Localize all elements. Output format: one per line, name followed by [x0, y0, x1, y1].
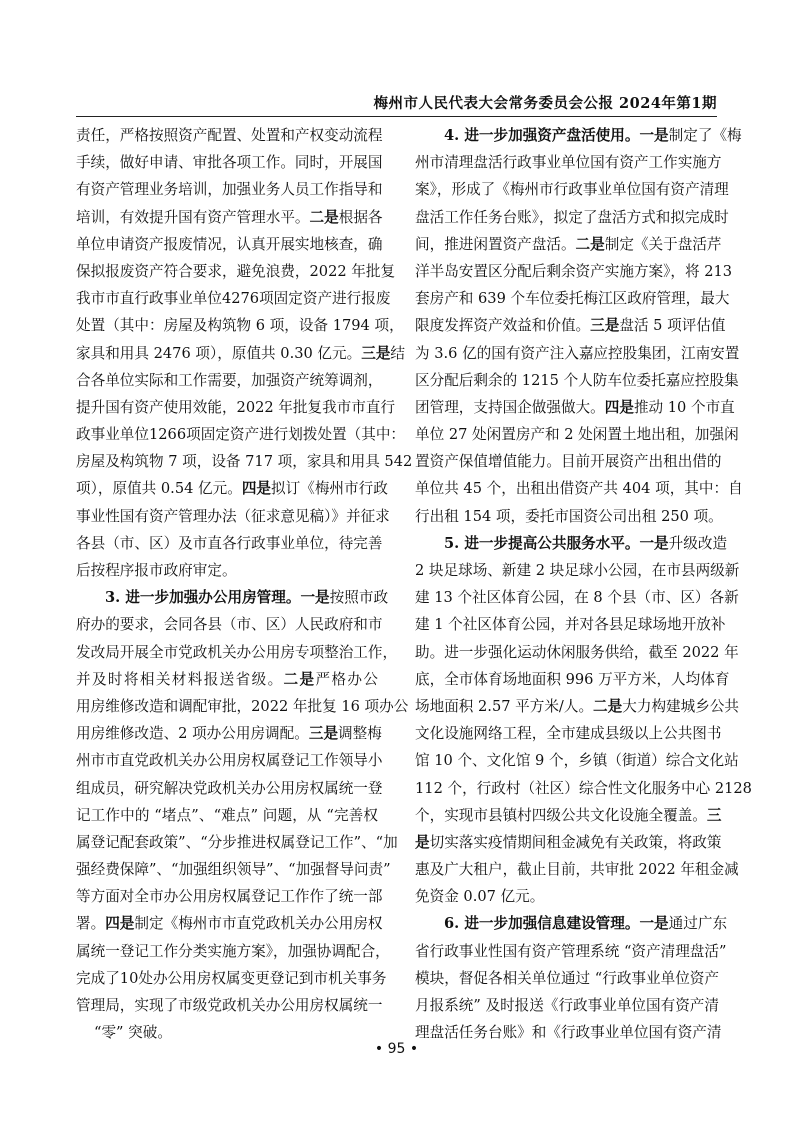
text-line: 府办的要求，会同各县（市、区）人民政府和市 — [76, 616, 383, 634]
text-line: 团管理，支持国企做强做大。四是推动 10 个市直 — [415, 398, 735, 416]
text-line: 是切实落实疫情期间租金减免有关政策，将政策 — [415, 833, 722, 851]
text-line: 家具和用具 2476 项），原值共 0.30 亿元。三是结 — [76, 344, 406, 362]
text-line: 单位共 45 个，出租出借资产共 404 项，其中：自 — [415, 480, 743, 498]
text-line: 盘活工作任务台账》，拟定了盘活方式和拟完成时 — [415, 208, 729, 226]
text-line: 手续，做好申请、审批各项工作。同时，开展国 — [76, 154, 383, 172]
text-line: 为 3.6 亿的国有资产注入嘉应控股集团，江南安置 — [415, 344, 740, 362]
text-line: 处置（其中：房屋及构筑物 6 项，设备 1794 项， — [76, 317, 404, 335]
text-line: 行出租 154 项，委托市国资公司出租 250 项。 — [415, 507, 723, 525]
text-line: 用房维修改造、2 项办公用房调配。三是调整梅 — [76, 725, 382, 743]
text-line: 馆 10 个、文化馆 9 个，乡镇（街道）综合文化站 — [415, 752, 739, 770]
text-line: 模块，督促各相关单位通过 “行政事业单位资产 — [415, 969, 719, 987]
text-line: 单位申请资产报废情况，认真开展实地核查，确 — [76, 235, 383, 253]
section-heading-4: 4. 进一步加强资产盘活使用。一是制定了《梅 — [444, 127, 742, 144]
text-line: 我市市直行政事业单位4276项固定资产进行报废 — [76, 290, 391, 308]
text-line: 洋半岛安置区分配后剩余资产实施方案》，将 213 — [415, 262, 733, 280]
text-line: 文化设施网络工程，全市建成县级以上公共图书 — [415, 725, 722, 743]
text-line: 理盘活任务台账》和《行政事业单位国有资产清 — [415, 1024, 722, 1042]
text-line: 限度发挥资产效益和价值。三是盘活 5 项评估值 — [415, 317, 726, 335]
text-line: 署。四是制定《梅州市市直党政机关办公用房权 — [76, 915, 383, 933]
section-heading-5: 5. 进一步提高公共服务水平。一是升级改造 — [444, 534, 728, 552]
text-line: 州市清理盘活行政事业单位国有资产工作实施方 — [415, 154, 722, 172]
text-line: 保拟报废资产符合要求，避免浪费，2022 年批复 — [76, 262, 396, 280]
text-line: 属统一登记工作分类实施方案》，加强协调配合， — [76, 942, 390, 960]
text-line: 置资产保值增值能力。目前开展资产出租出借的 — [415, 453, 722, 471]
text-line: “零” 突破。 — [94, 1024, 172, 1042]
text-line: 强经费保障”、“加强组织领导”、“加强督导问责” — [76, 861, 391, 879]
text-line: 记工作中的 “堵点”、“难点” 问题，从 “完善权 — [76, 806, 378, 824]
page-number: • 95 • — [374, 1041, 419, 1057]
text-line: 月报系统” 及时报送《行政事业单位国有资产清 — [415, 997, 719, 1014]
text-line: 场地面积 2.57 平方米/人。二是大力构建城乡公共 — [415, 697, 740, 715]
text-line: 用房维修改造和调配审批，2022 年批复 16 项办公 — [76, 697, 409, 715]
gazette-title: 梅州市人民代表大会常务委员会公报 2024年第1期 — [373, 95, 717, 112]
header-rule — [76, 116, 717, 117]
text-line: 属登记配套政策”、“分步推进权属登记工作”、“加 — [76, 833, 398, 851]
text-line: 112 个，行政村（社区）综合性文化服务中心 2128 — [415, 779, 752, 797]
text-line: 间，推进闲置资产盘活。二是制定《关于盘活芹 — [415, 235, 722, 253]
text-line: 惠及广大租户，截止目前，共审批 2022 年租金减 — [415, 861, 739, 879]
text-line: 培训，有效提升国有资产管理水平。二是根据各 — [76, 208, 383, 226]
text-line: 等方面对全市办公用房权属登记工作作了统一部 — [76, 888, 383, 906]
page-header — [76, 90, 717, 118]
text-line: 底，全市体育场地面积 996 万平方米，人均体育 — [415, 670, 730, 688]
text-line: 省行政事业性国有资产管理系统 “资产清理盘活” — [415, 942, 727, 960]
text-line: 2 块足球场、新建 2 块足球小公园，在市县两级新 — [415, 562, 740, 579]
text-line: 各县（市、区）及市直各行政事业单位，待完善 — [76, 534, 383, 552]
text-line: 并及时将相关材料报送省级。二是严格办公 — [76, 670, 378, 688]
text-line: 管理局，实现了市级党政机关办公用房权属统一 — [76, 997, 383, 1014]
text-line: 项），原值共 0.54 亿元。四是拟订《梅州市行政 — [76, 480, 388, 498]
right-column — [415, 122, 752, 1046]
text-line: 有资产管理业务培训，加强业务人员工作指导和 — [76, 181, 383, 199]
text-line: 建 13 个社区体育公园，在 8 个县（市、区）各新 — [415, 589, 739, 607]
section-heading-3: 3. 进一步加强办公用房管理。一是按照市政 — [105, 589, 389, 607]
text-line: 案》，形成了《梅州市行政事业单位国有资产清理 — [415, 181, 729, 199]
text-line: 个，实现市县镇村四级公共文化设施全覆盖。三 — [415, 806, 722, 824]
text-line: 后按程序报市政府审定。 — [76, 562, 237, 579]
text-line: 合各单位实际和工作需要，加强资产统筹调剂， — [76, 371, 383, 389]
text-line: 建 1 个社区体育公园，并对各县足球场地开放补 — [415, 616, 726, 634]
text-line: 责任，严格按照资产配置、处置和产权变动流程 — [76, 127, 383, 144]
text-line: 助。进一步强化运动休闲服务供给，截至 2022 年 — [415, 643, 739, 661]
text-line: 事业性国有资产管理办法（征求意见稿）》并征求 — [76, 507, 390, 525]
text-line: 房屋及构筑物 7 项，设备 717 项，家具和用具 542 — [76, 453, 413, 471]
text-line: 发改局开展全市党政机关办公用房专项整治工作， — [76, 643, 398, 661]
text-line: 套房产和 639 个车位委托梅江区政府管理，最大 — [415, 290, 730, 308]
text-line: 州市市直党政机关办公用房权属登记工作领导小 — [76, 752, 383, 770]
text-line: 组成员，研究解决党政机关办公用房权属统一登 — [76, 779, 383, 797]
text-line: 政事业单位1266项固定资产进行划拨处置（其中： — [76, 426, 406, 444]
text-line: 完成了10处办公用房权属变更登记到市机关事务 — [76, 969, 387, 987]
text-line: 区分配后剩余的 1215 个人防车位委托嘉应控股集 — [415, 371, 739, 389]
left-column — [76, 122, 413, 1046]
text-line: 免资金 0.07 亿元。 — [415, 888, 545, 906]
text-line: 提升国有资产使用效能，2022 年批复我市市直行 — [76, 398, 396, 416]
text-line: 单位 27 处闲置房产和 2 处闲置土地出租，加强闲 — [415, 426, 739, 444]
section-heading-6: 6. 进一步加强信息建设管理。一是通过广东 — [444, 915, 728, 933]
